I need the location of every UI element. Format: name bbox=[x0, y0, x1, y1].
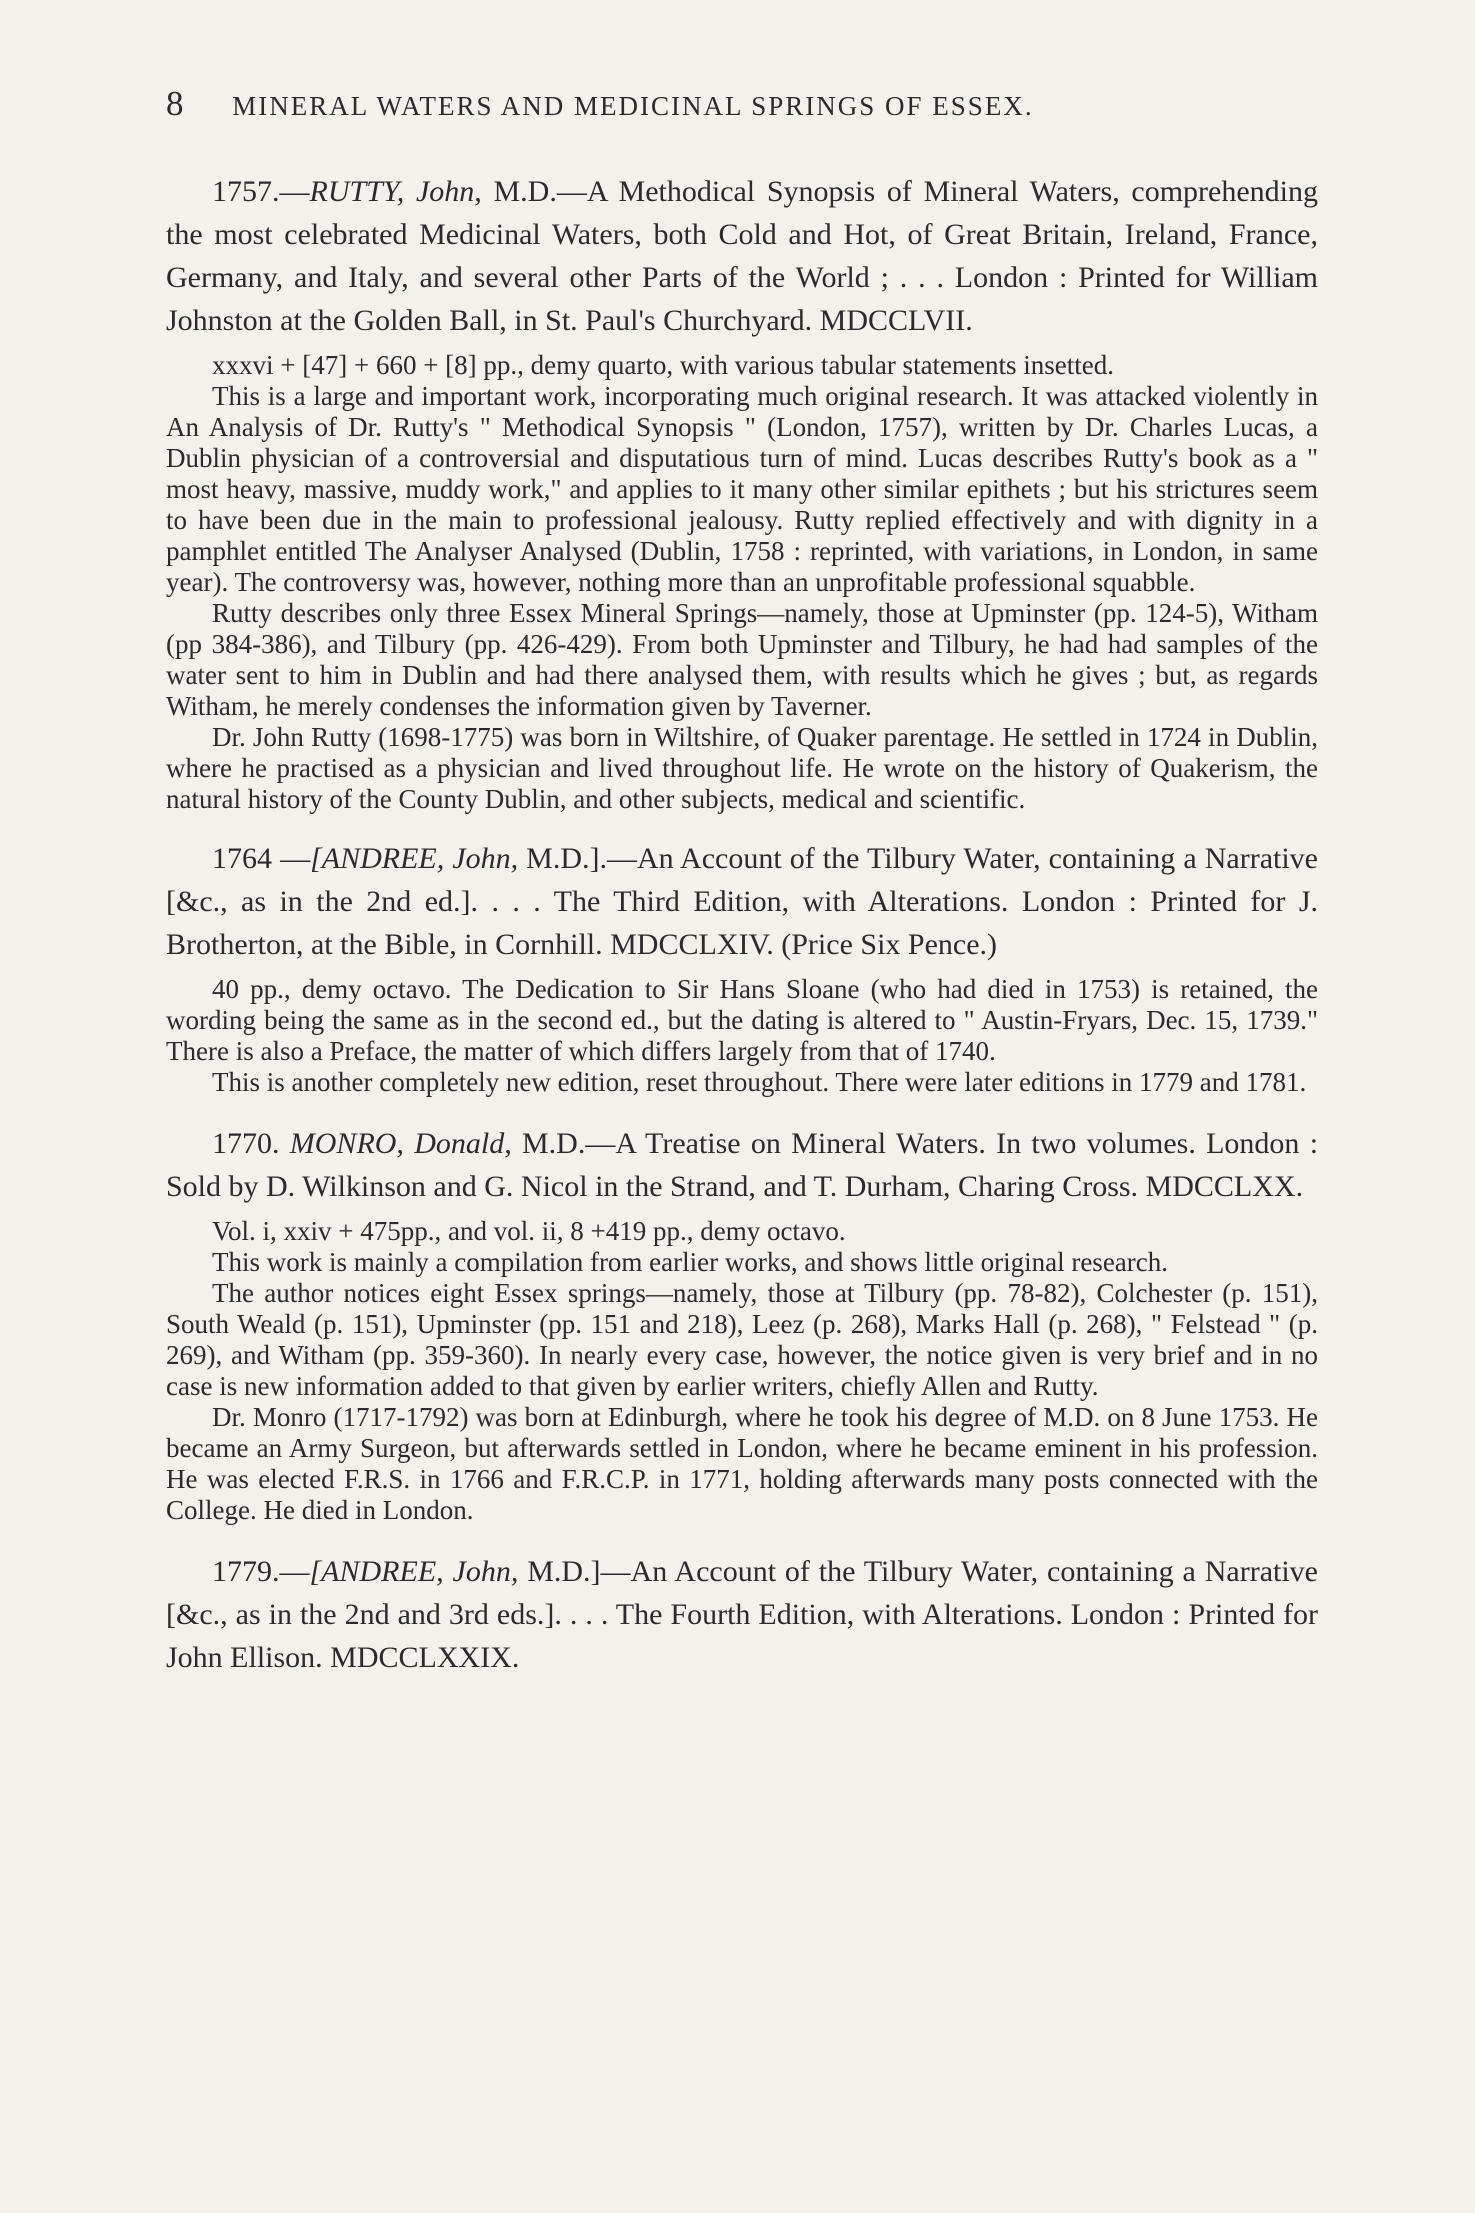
entry-note: This is a large and important work, incorporating much original research. It was attacked violently in An Analysis of Dr. Rutty's " Methodical Synopsis " (London, 1757), written by Dr. Charles Lucas, a Dublin physician of a controversial and disputatious turn of mind. Lucas describes Rutty's book as a " most heavy, massive, muddy work," and applies to it many other similar epithets ; but his strictures seem to have been due in the main to professional jealousy. Rutty replied effectively and with dignity in a pamphlet entitled The Analyser Analysed (Dublin, 1758 : reprinted, with variations, in London, in same year). The controversy was, however, nothing more than an unprofitable professional squabble. bbox=[166, 381, 1318, 597]
running-header bbox=[166, 84, 1316, 124]
entry-note: The author notices eight Essex springs—namely, those at Tilbury (pp. 78-82), Colchester (p. 151), South Weald (p. 151), Upminster (pp. 151 and 218), Leez (p. 268), Marks Hall (p. 268), " Felstead " (p. 269), and Witham (pp. 359-360). In nearly every case, however, the notice given is very brief and in no case is new information added to that given by earlier writers, chiefly Allen and Rutty. bbox=[166, 1278, 1318, 1401]
entry-note: xxxvi + [47] + 660 + [8] pp., demy quarto, with various tabular statements insetted. bbox=[212, 350, 1115, 380]
bibliography-entry bbox=[166, 1550, 1318, 1679]
page-number: 8 bbox=[166, 84, 184, 123]
entry-year: 1757.— bbox=[212, 175, 310, 208]
entry-year: 1770. bbox=[212, 1127, 290, 1160]
entry-text: M.D.].—An Account of the Tilbury Water, containing a Narrative [&c., as in the 2nd ed.]. . . . The Third Edition, with Alterations. London : Printed for J. Brotherton, at the Bible, in Cornhill. MDCCLXIV. (Price Six Pence.) bbox=[166, 842, 1318, 961]
entry-author: RUTTY, John, bbox=[309, 175, 482, 208]
bibliography-entry bbox=[166, 837, 1318, 966]
entry-note: This work is mainly a compilation from earlier works, and shows little original research. bbox=[212, 1247, 1169, 1277]
text-column bbox=[166, 170, 1318, 1679]
bibliography-entry bbox=[166, 1122, 1318, 1208]
entry-note: Rutty describes only three Essex Mineral Springs—namely, those at Upminster (pp. 124-5), Witham (pp 384-386), and Tilbury (pp. 426-429). From both Upminster and Tilbury, he had had samples of the water sent to him in Dublin and had there analysed them, with results which he gives ; but, as regards Witham, he merely condenses the information given by Taverner. bbox=[166, 598, 1318, 721]
entry-note: Dr. Monro (1717-1792) was born at Edinburgh, where he took his degree of M.D. on 8 June 1753. He became an Army Surgeon, but afterwards settled in London, where he became eminent in his profession. He was elected F.R.S. in 1766 and F.R.C.P. in 1771, holding afterwards many posts connected with the College. He died in London. bbox=[166, 1402, 1318, 1525]
entry-note: 40 pp., demy octavo. The Dedication to Sir Hans Sloane (who had died in 1753) is retained, the wording being the same as in the second ed., but the dating is altered to " Austin-Fryars, Dec. 15, 1739." There is also a Preface, the matter of which differs largely from that of 1740. bbox=[166, 974, 1318, 1066]
entry-year: 1779.— bbox=[212, 1555, 310, 1588]
entry-text: M.D.]—An Account of the Tilbury Water, containing a Narrative [&c., as in the 2nd and 3rd eds.]. . . . The Fourth Edition, with Alterations. London : Printed for John Ellison. MDCCLXXIX. bbox=[166, 1555, 1319, 1674]
entry-note: Vol. i, xxiv + 475pp., and vol. ii, 8 +419 pp., demy octavo. bbox=[212, 1216, 846, 1246]
bibliography-entry bbox=[166, 170, 1318, 342]
entry-text: M.D.—A Methodical Synopsis of Mineral Waters, comprehending the most celebrated Medicinal Waters, both Cold and Hot, of Great Britain, Ireland, France, Germany, and Italy, and several other Parts of the World ; . . . London : Printed for William Johnston at the Golden Ball, in St. Paul's Churchyard. MDCCLVII. bbox=[166, 175, 1318, 337]
entry-note: This is another completely new edition, reset throughout. There were later editions in 1779 and 1781. bbox=[212, 1067, 1307, 1097]
entry-author: MONRO, Donald, bbox=[289, 1127, 512, 1160]
entry-text: M.D.—A Treatise on Mineral Waters. In two volumes. London : Sold by D. Wilkinson and G. Nicol in the Strand, and T. Durham, Charing Cross. MDCCLXX. bbox=[166, 1127, 1319, 1203]
entry-note: Dr. John Rutty (1698-1775) was born in Wiltshire, of Quaker parentage. He settled in 1724 in Dublin, where he practised as a physician and lived throughout life. He wrote on the history of Quakerism, the natural history of the County Dublin, and other subjects, medical and scientific. bbox=[166, 722, 1318, 814]
entry-author: [ANDREE, John, bbox=[310, 842, 519, 875]
entry-year: 1764 — bbox=[212, 842, 311, 875]
entry-author: [ANDREE, John, bbox=[309, 1555, 519, 1588]
running-title: MINERAL WATERS AND MEDICINAL SPRINGS OF ESSEX. bbox=[232, 91, 1034, 121]
